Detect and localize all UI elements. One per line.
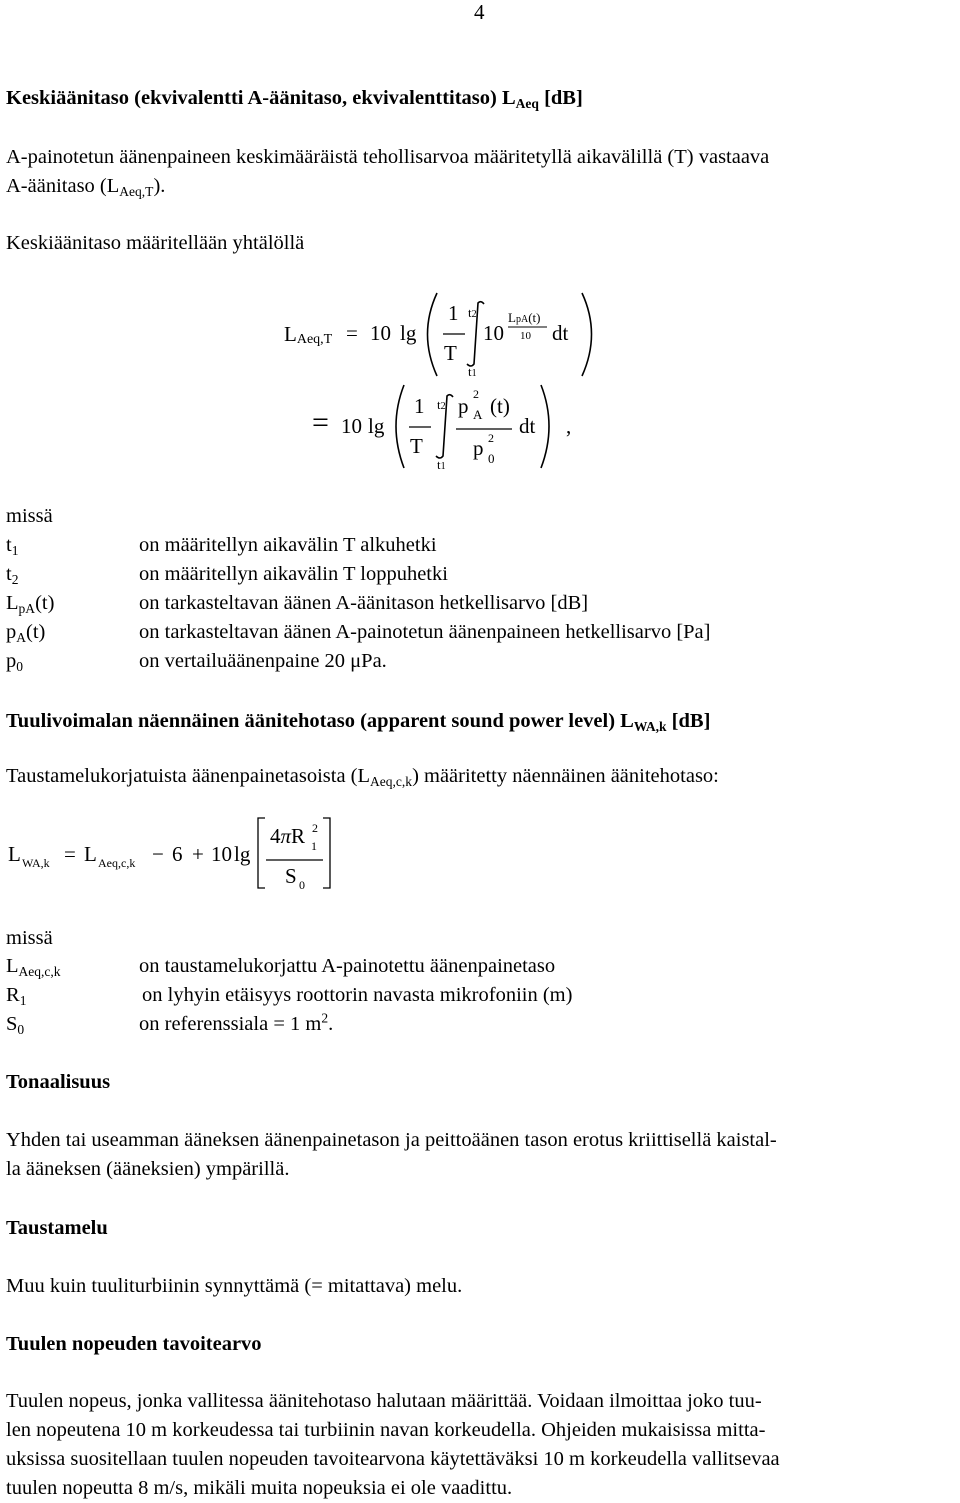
eq-t-arg: (t) [490,394,510,418]
eq-sub: 1 [311,839,317,853]
definition-symbol: $p_A(t)$ [6,621,46,645]
eq-exponent: LpA(t) [508,310,541,325]
definition-text: on vertailuäänenpaine 20 μPa. [139,650,387,672]
eq-sub-a: A [473,407,483,422]
heading-text: Keskiäänitaso (ekvivalentti A-äänitaso, ekvivalenttitaso) [6,87,497,109]
definition-text: on tarkasteltavan äänen A-äänitason hetkellisarvo [dB] [139,592,589,614]
eq-sub: 0 [299,878,305,892]
section-heading-tonaalisuus: Tonaalisuus [6,1071,111,1093]
eq-sub: WA,k [22,856,50,870]
definition-text: on taustamelukorjattu A-painotettu äänenpainetaso [139,955,556,977]
eq-L: L [8,842,21,866]
definition-text: on referenssiala = 1 $m^2$. [139,1010,334,1035]
eq-ten: 10 [211,842,232,866]
paragraph-line: Tuulen nopeus, jonka vallitessa äänitehotaso halutaan määrittää. Voidaan ilmoittaa joko tuu- [6,1390,762,1412]
heading-symbol: L [620,710,634,732]
eq-lg: lg [234,842,251,866]
eq-equals: = [64,842,76,866]
eq-lower-limit: t1 [468,364,477,379]
eq-base: 10 [483,321,504,345]
heading-symbol-sub: WA,k [633,718,667,734]
definition-symbol: $t_2$ [6,563,19,587]
heading-text: Tuulivoimalan näennäinen äänitehotaso (apparent sound power level) [6,710,616,732]
eq-sq: 2 [312,821,318,835]
eq-ten: 10 [370,321,391,345]
text-fragment: ). [153,175,166,197]
paragraph-line: la ääneksen (ääneksien) ympärillä. [6,1158,290,1180]
eq-sq: 2 [488,431,494,445]
section-heading-tuulen-nopeus: Tuulen nopeuden tavoitearvo [6,1333,262,1355]
definition-symbol: $S_0$ [6,1013,25,1037]
eq-equals-2: = [312,406,329,439]
paragraph-line: uksissa suositellaan tuulen nopeuden tavoitearvona käytettäväksi 10 m korkeudella vallitsevaa [6,1448,780,1470]
definition-symbol: $L_{pA}(t)$ [6,592,55,616]
text-fragment: A-äänitaso (L [6,175,120,197]
eq-lg: lg [400,321,417,345]
eq-sub-0: 0 [488,451,495,466]
eq-comma: , [566,414,572,438]
eq-frac-den: T [410,434,423,458]
eq-minus: − [152,842,164,866]
eq-symbol: LAeq,T [284,322,333,347]
eq-frac-num: 1 [414,394,425,418]
eq-sq: 2 [473,387,479,401]
eq-exponent-den: 10 [520,330,531,342]
definition-symbol: $L_{Aeq,c,k}$ [6,955,61,979]
eq-six: 6 [172,842,183,866]
eq-frac-den: T [444,341,457,365]
missa-label: missä [6,505,53,527]
paragraph: Muu kuin tuuliturbiinin synnyttämä (= mitattava) melu. [6,1275,463,1297]
definition-text: on määritellyn aikavälin T loppuhetki [139,563,448,585]
definition-symbol: $p_0$ [6,650,24,674]
page-number: 4 [474,0,485,24]
eq-dt: dt [552,321,569,345]
eq-equals: = [346,321,358,345]
definition-text: on tarkasteltavan äänen A-painotetun äänenpaineen hetkellisarvo [Pa] [139,621,711,643]
paragraph-line: Yhden tai useamman ääneksen äänenpainetason ja peittoäänen tason erotus kriittisellä kaistal- [6,1129,777,1151]
subscript: Aeq,T [119,183,154,199]
eq-lower-limit: t1 [437,457,446,472]
eq-pa: p [458,394,469,418]
eq-S: S [285,864,297,888]
eq-lg: lg [368,414,385,438]
heading-unit: [dB] [544,87,583,109]
close-bracket [323,818,330,888]
definition-text: on määritellyn aikavälin T alkuhetki [139,534,437,556]
paragraph-line: len nopeutena 10 m korkeudessa tai turbiinin navan korkeudella. Ohjeiden mukaisissa mitta- [6,1419,766,1441]
eq-frac-num: 1 [448,301,459,325]
eq-plus: + [192,842,204,866]
definition-symbol: $t_1$ [6,534,19,558]
definition-text: on lyhyin etäisyys roottorin navasta mikrofoniin (m) [142,984,573,1006]
subscript: Aeq,c,k [370,773,413,789]
heading-symbol-sub: Aeq [515,95,539,111]
eq-upper-limit: t2 [437,397,446,412]
paragraph-line: tuulen nopeutta 8 m/s, mikäli muita nopeuksia ei ole vaadittu. [6,1477,513,1499]
eq-sub: Aeq,c,k [98,856,136,870]
text-fragment: Taustamelukorjatuista äänenpainetasoista (L [6,765,371,787]
eq-ten: 10 [341,414,362,438]
open-bracket [258,818,265,888]
eq-dt: dt [519,414,536,438]
definition-symbol: $R_1$ [6,984,27,1008]
paragraph-line: A-painotetun äänenpaineen keskimääräistä tehollisarvoa määritetyllä aikavälillä (T) vastaava [6,146,770,168]
paragraph: Keskiäänitaso määritellään yhtälöllä [6,232,305,254]
missa-label: missä [6,927,53,949]
eq-L: L [84,842,97,866]
eq-numerator: 4πR [270,824,306,848]
heading-unit: [dB] [671,710,711,732]
section-heading-taustamelu: Taustamelu [6,1217,108,1239]
eq-p0: p [473,436,484,460]
eq-upper-limit: t2 [468,305,477,320]
heading-symbol: L [501,87,516,109]
text-fragment: ) määritetty näennäinen äänitehotaso: [412,765,719,787]
